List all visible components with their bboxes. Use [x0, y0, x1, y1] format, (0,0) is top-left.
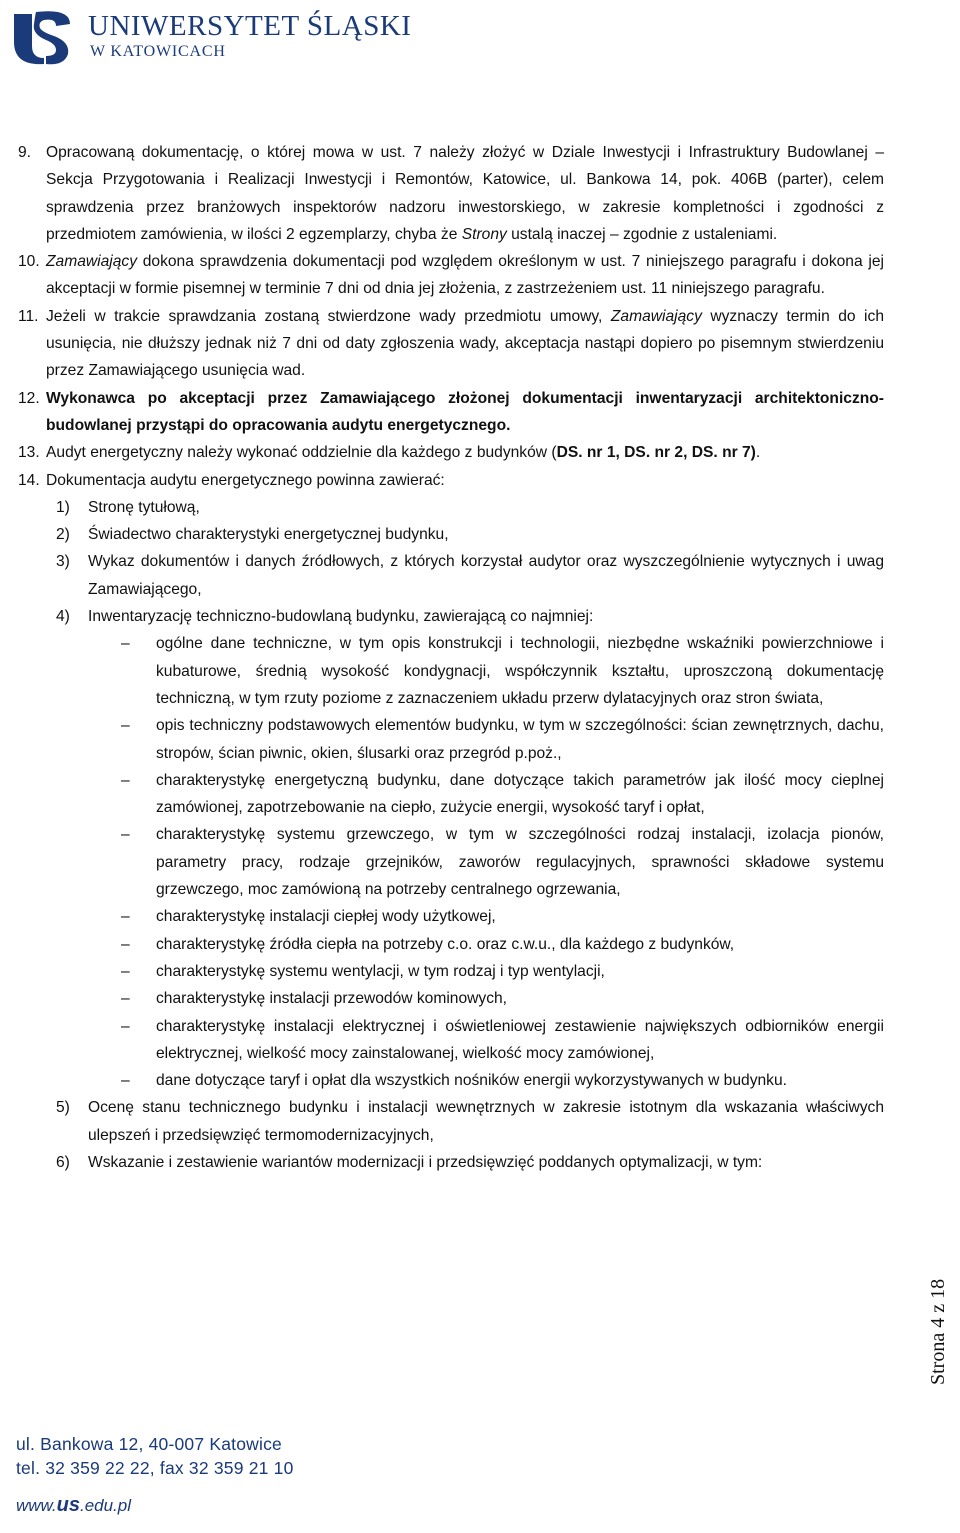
paragraph-italic-term: Strony [461, 225, 507, 243]
list-item-text: charakterystykę instalacji przewodów kominowych, [156, 990, 507, 1008]
paragraph-text: Opracowaną dokumentację, o której mowa w ust. 7 należy złożyć w Dziale Inwestycji i Infrastruktury Budowlanej – Sekcja Przygotowania i Realizacji Inwestycji i Remontów, Katowice, ul. Bankowa 14, pok. 406B (parter), celem sprawdzenia przez branżowych inspektorów nadzoru inwestorskiego, w zakresie kompletności i zgodności z przedmiotem zamówienia, w ilości 2 egzemplarzy, chyba że [46, 144, 884, 243]
subitem-text: Ocenę stanu technicznego budynku i instalacji wewnętrznych w zakresie istotnym dla wskazania właściwych ulepszeń i przedsięwzięć termomodernizacyjnych, [88, 1099, 884, 1144]
university-logo [10, 6, 412, 68]
dash-marker: – [121, 908, 130, 926]
paragraph-text: dokona sprawdzenia dokumentacji pod względem określonym w ust. 7 niniejszego paragrafu i dokona jej akceptacji w formie pisemnej w terminie 7 dni od dnia jej złożenia, z zastrzeżeniem ust. 11 niniejszego paragrafu. [46, 253, 884, 298]
dash-marker: – [121, 1072, 130, 1090]
paragraph-11 [18, 303, 884, 385]
list-item-text: charakterystykę energetyczną budynku, dane dotyczące takich parametrów jak ilość mocy cieplnej zamówionej, zapotrzebowanie na ciepło, zużycie energii, wysokość taryf i opłat, [156, 771, 884, 817]
subitem-5 [18, 1094, 884, 1149]
subitem-text: Świadectwo charakterystyki energetycznej budynku, [88, 526, 449, 544]
website-prefix: www. [16, 1496, 57, 1515]
list-item [18, 821, 884, 903]
footer [16, 1432, 294, 1517]
list-item [18, 767, 884, 822]
dash-marker: – [121, 990, 130, 1008]
list-item-text: charakterystykę systemu wentylacji, w tym rodzaj i typ wentylacji, [156, 962, 605, 980]
list-item-text: ogólne dane techniczne, w tym opis konstrukcji i technologii, niezbędne wskaźniki powierzchniowe i kubaturowe, średnią wysokość kondygnacji, współczynnik kształtu, uproszczoną dokumentację techniczną, w tym rzuty poziome z zaznaczeniem układu przerw dylatacyjnych oraz stron świata, [156, 635, 884, 707]
subitem-3 [18, 548, 884, 603]
paragraph-13 [18, 439, 884, 466]
list-item [18, 712, 884, 767]
page-number: Strona 4 z 18 [927, 1278, 949, 1385]
subitem-text: Wskazanie i zestawienie wariantów modernizacji i przedsięwzięć poddanych optymalizacji, w tym: [88, 1153, 763, 1171]
subitem-number: 5) [56, 1099, 70, 1117]
paragraph-text-tail: ustalą inaczej – zgodnie z ustaleniami. [506, 225, 778, 243]
subitem-text: Inwentaryzację techniczno-budowlaną budynku, zawierającą co najmniej: [88, 608, 594, 626]
paragraph-number: 11. [18, 307, 39, 325]
dash-marker: – [121, 717, 130, 735]
paragraph-9 [18, 139, 884, 248]
paragraph-text: Audyt energetyczny należy wykonać oddzielnie dla każdego z budynków ( [46, 444, 557, 462]
dash-marker: – [121, 962, 130, 980]
dash-marker: – [121, 635, 130, 653]
subitem-text: Stronę tytułową, [88, 498, 200, 516]
list-item-text: charakterystykę instalacji ciepłej wody użytkowej, [156, 908, 496, 926]
paragraph-number: 10. [18, 253, 40, 271]
subitem-number: 1) [56, 498, 70, 516]
list-item-text: charakterystykę systemu grzewczego, w tym w szczególności rodzaj instalacji, izolacja pionów, parametry pracy, rodzaje grzejników, zaworów regulacyjnych, sprawności składowe systemu grzewczego, moc zamówioną na potrzeby centralnego ogrzewania, [156, 826, 884, 899]
subitem-1 [18, 494, 884, 521]
paragraph-bold-text: DS. nr 1, DS. nr 2, DS. nr 7) [556, 444, 756, 462]
footer-website-link[interactable] [16, 1494, 294, 1517]
list-item [18, 931, 884, 958]
subitem-text: Wykaz dokumentów i danych źródłowych, z których korzystał audytor oraz wyszczególnienie wytycznych i uwag Zamawiającego, [88, 553, 884, 598]
subitem-number: 6) [56, 1153, 70, 1171]
paragraph-italic-term: Zamawiający [610, 307, 702, 325]
subitem-number: 3) [56, 553, 70, 571]
footer-address: ul. Bankowa 12, 40-007 Katowice [16, 1434, 282, 1454]
university-name: UNIWERSYTET ŚLĄSKI [88, 10, 412, 42]
list-item-text: charakterystykę instalacji elektrycznej i oświetleniowej zestawienie największych odbiorników energii elektrycznej, wielkość mocy zainstalowanej, wielkość mocy zamówionej, [156, 1017, 884, 1062]
dash-marker: – [121, 935, 130, 953]
list-item [18, 985, 884, 1012]
university-city: W KATOWICACH [90, 43, 226, 60]
paragraph-text: Dokumentacja audytu energetycznego powinna zawierać: [46, 471, 445, 489]
dash-marker: – [121, 826, 130, 844]
paragraph-10 [18, 248, 884, 303]
subitem-number: 2) [56, 526, 70, 544]
paragraph-bold-text: Wykonawca po akceptacji przez Zamawiającego złożonej dokumentacji inwentaryzacji architektoniczno-budowlanej przystąpi do opracowania audytu energetycznego. [46, 389, 884, 434]
website-suffix: .edu.pl [79, 1496, 132, 1515]
bullet-list [18, 630, 884, 1094]
document-body [18, 139, 884, 1176]
list-item-text: charakterystykę źródła ciepła na potrzeby c.o. oraz c.w.u., dla każdego z budynków, [156, 935, 735, 953]
list-item [18, 903, 884, 930]
subitem-6 [18, 1149, 884, 1176]
paragraph-number: 12. [18, 389, 40, 407]
paragraph-number: 9. [18, 144, 32, 161]
list-item [18, 1067, 884, 1094]
subitem-2 [18, 521, 884, 548]
paragraph-text-tail: . [755, 444, 761, 462]
list-item [18, 958, 884, 985]
list-item-text: opis techniczny podstawowych elementów budynku, w tym w szczególności: ścian zewnętrznych, dachu, stropów, ścian piwnic, okien, ślusarki oraz przegród p.poż., [156, 717, 884, 762]
paragraph-text-tail: wyznaczy termin do ich usunięcia, nie dłuższy jednak niż 7 dni od daty zgłoszenia wady, akceptacja nastąpi dopiero po pisemnym stwierdzeniu przez Zamawiającego usunięcia wad. [46, 307, 884, 380]
paragraph-14 [18, 467, 884, 494]
website-domain: us [56, 1494, 80, 1516]
list-item [18, 630, 884, 712]
subitem-number: 4) [56, 608, 70, 626]
paragraph-text: Jeżeli w trakcie sprawdzania zostaną stwierdzone wady przedmiotu umowy, [46, 307, 611, 325]
university-emblem-icon [10, 6, 74, 68]
paragraph-number: 13. [18, 444, 40, 462]
subitem-4 [18, 603, 884, 630]
paragraph-italic-term: Zamawiający [46, 253, 137, 271]
footer-phone: tel. 32 359 22 22, fax 32 359 21 10 [16, 1458, 294, 1478]
dash-marker: – [121, 771, 130, 789]
list-item [18, 1013, 884, 1068]
paragraph-number: 14. [18, 471, 40, 489]
paragraph-12 [18, 385, 884, 440]
list-item-text: dane dotyczące taryf i opłat dla wszystkich nośników energii wykorzystywanych w budynku. [156, 1072, 787, 1090]
dash-marker: – [121, 1017, 130, 1035]
